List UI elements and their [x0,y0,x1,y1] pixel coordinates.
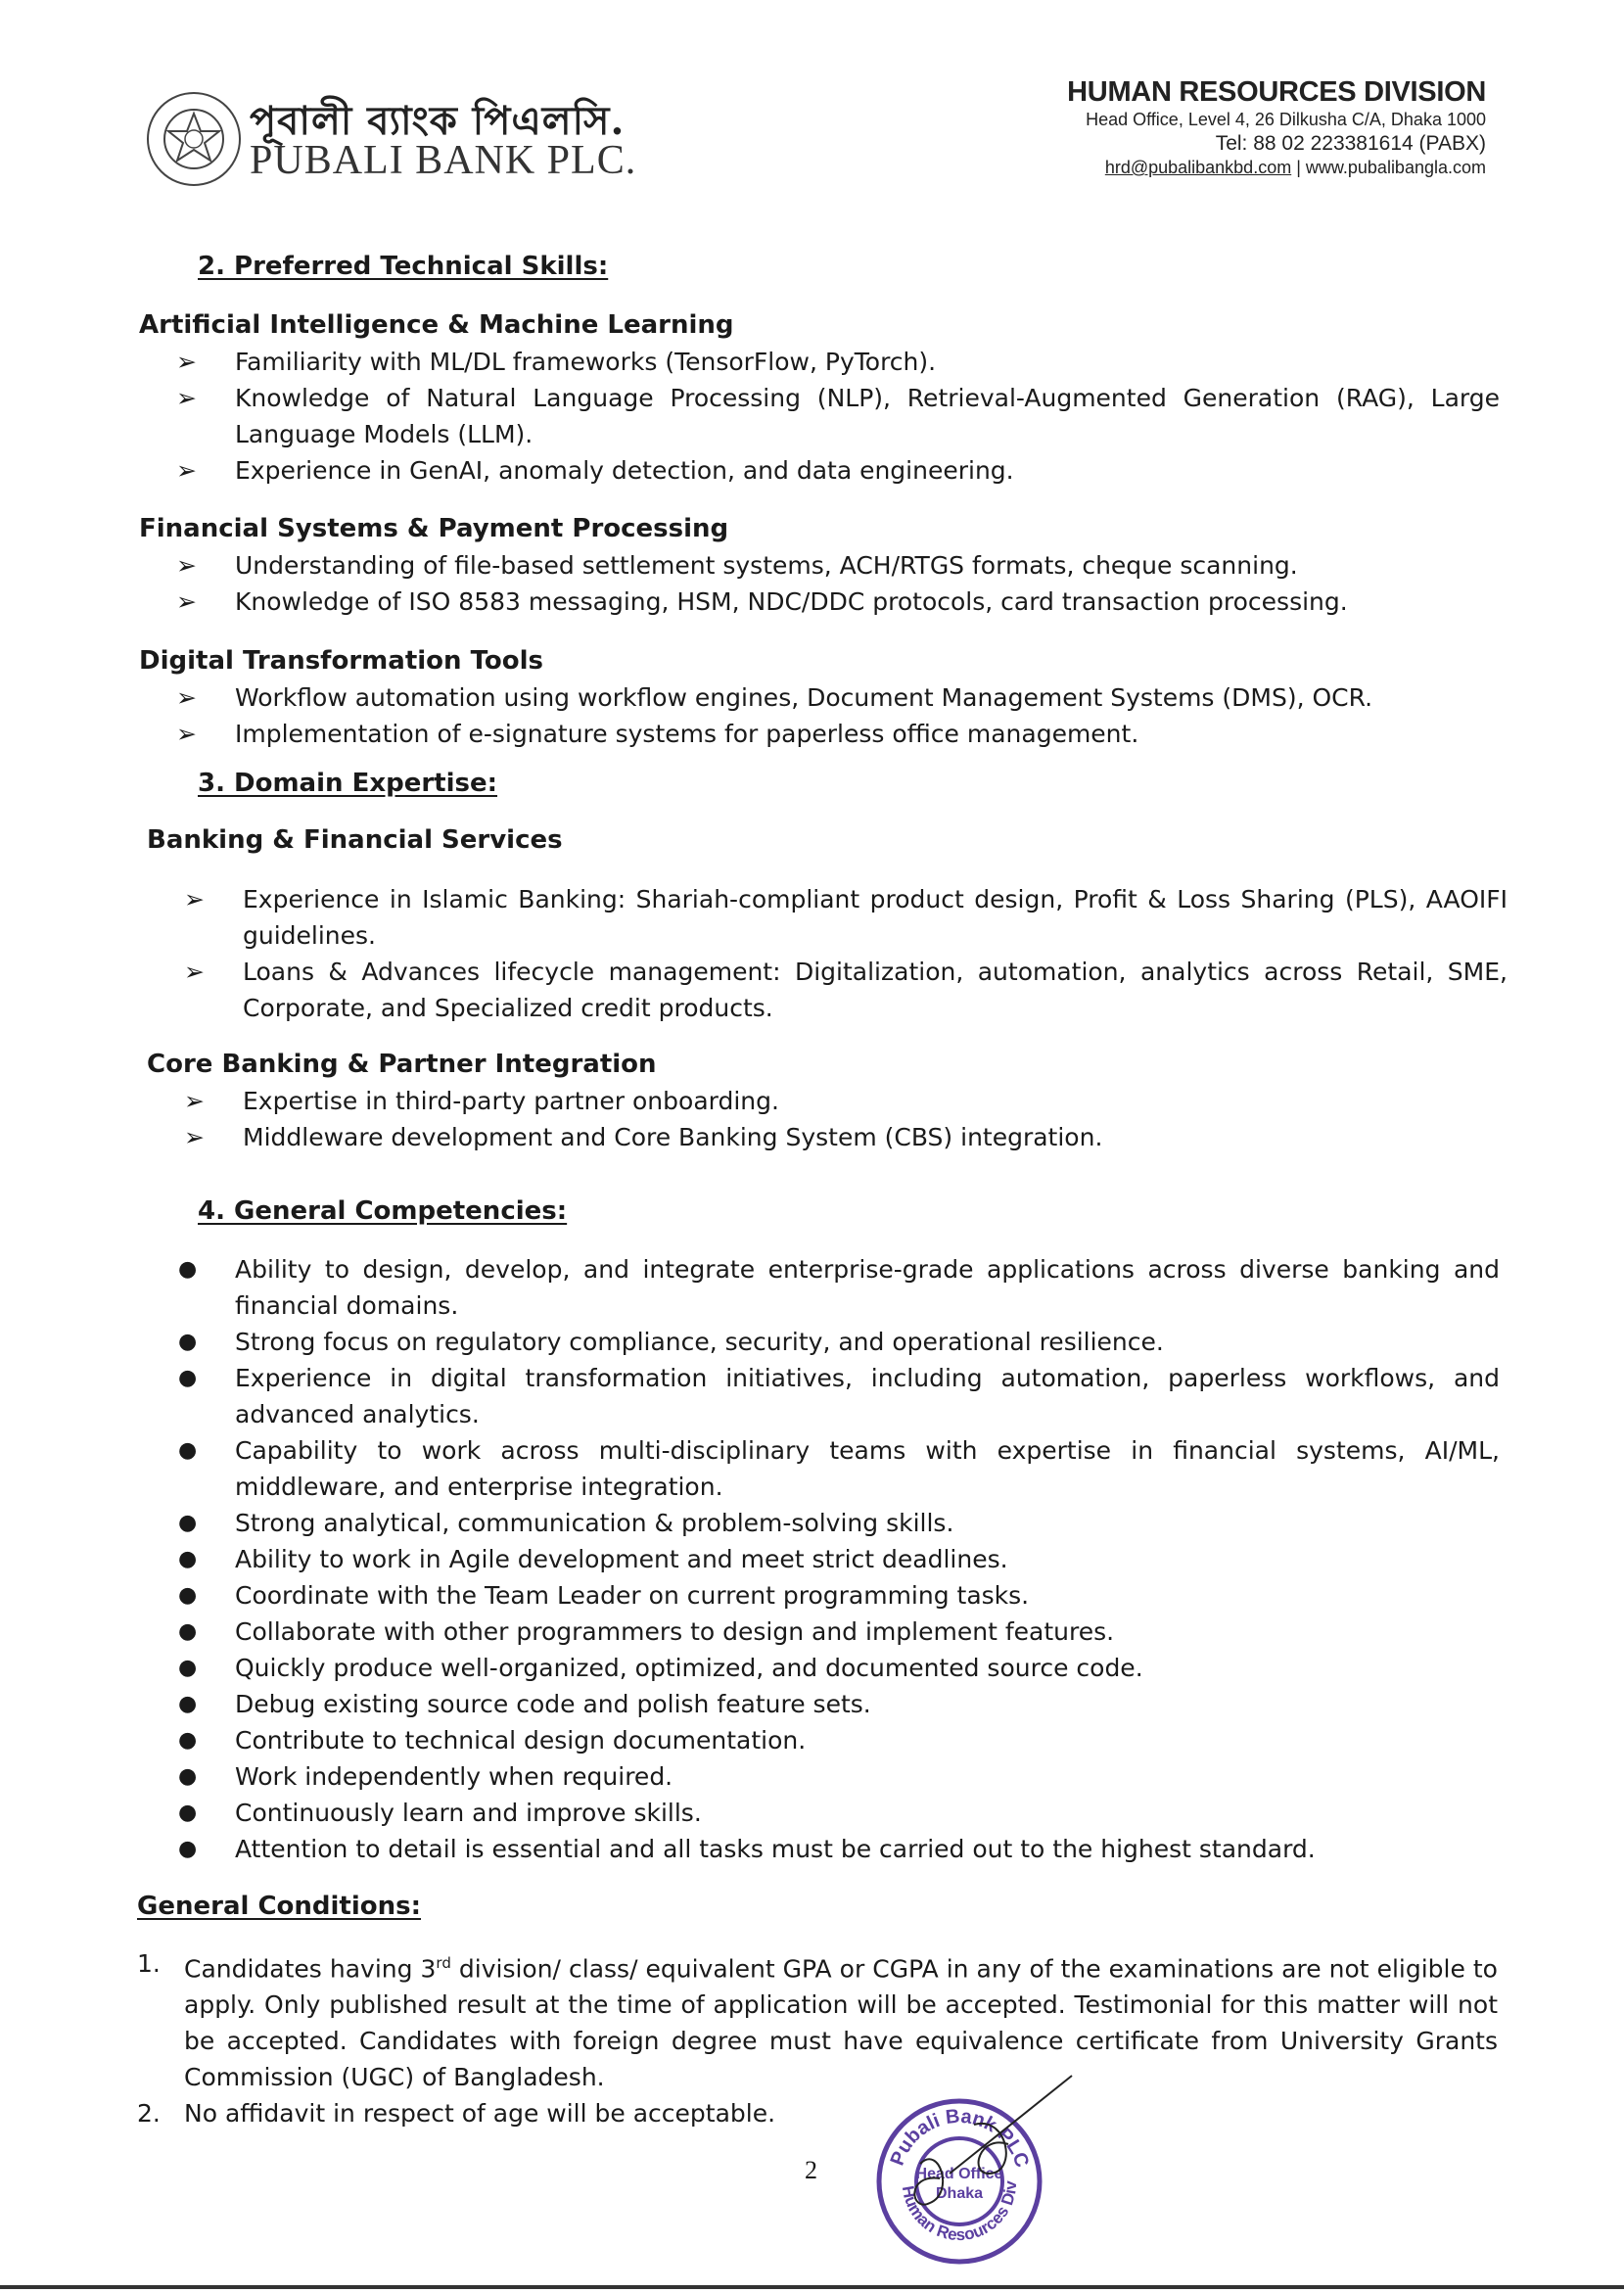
page-number: 2 [805,2156,817,2184]
arrow-bullet-icon: ➢ [176,456,197,485]
list-item [147,881,1508,954]
group-digital-transformation [139,643,1500,752]
list-item-text: Strong analytical, communication & problem-solving skills. [235,1509,954,1537]
list-item-text: Quickly produce well-organized, optimized, and documented source code. [235,1654,1143,1682]
list-item [139,547,1500,584]
list-item-text: Workflow automation using workflow engines, Document Management Systems (DMS), OCR. [235,683,1373,712]
list-item [139,1722,1500,1758]
list-item-text: Continuously learn and improve skills. [235,1799,702,1827]
list-item-text: Contribute to technical design documentation. [235,1726,807,1755]
group-ai-ml [139,307,1500,489]
svg-text:Pubali Bank PLC: Pubali Bank PLC [886,2105,1034,2171]
arrow-bullet-icon: ➢ [176,551,197,580]
list-item [139,584,1500,620]
arrow-bullet-icon: ➢ [176,587,197,616]
group-heading: Core Banking & Partner Integration [147,1050,657,1079]
bullet-icon: ● [178,1801,198,1825]
svg-text:Head Office: Head Office [915,2166,1003,2182]
arrow-bullet-icon: ➢ [184,885,205,913]
group-heading: Digital Transformation Tools [139,646,543,676]
list-item-text: Middleware development and Core Banking System (CBS) integration. [243,1123,1103,1151]
bullet-icon: ● [178,1764,198,1789]
list-item [139,1432,1500,1505]
list-item [147,1083,1508,1119]
list-item [139,1795,1500,1831]
section-title-domain-expertise: 3. Domain Expertise: [198,769,498,798]
general-conditions-list [137,1945,1498,2131]
list-item-text: Expertise in third-party partner onboarding. [243,1087,779,1115]
list-item [139,380,1500,452]
email-link[interactable]: hrd@pubalibankbd.com [1104,158,1292,177]
address: Head Office, Level 4, 26 Dilkusha C/A, Dhaka 1000 [1086,110,1486,129]
arrow-bullet-icon: ➢ [176,348,197,376]
division-title: HUMAN RESOURCES DIVISION [1067,76,1486,108]
svg-text:Human Resources Division: Human Resources Div [898,2179,1021,2245]
arrow-bullet-icon: ➢ [176,720,197,748]
section-title-technical-skills: 2. Preferred Technical Skills: [198,252,609,281]
list-item-text: Work independently when required. [235,1762,673,1791]
list-item [139,1758,1500,1795]
list-item-text: Experience in digital transformation initiatives, including automation, paperless workflows, and advanced analytics. [235,1364,1500,1428]
bullet-icon: ● [178,1511,198,1535]
list-item [139,452,1500,489]
list-item-text: Knowledge of Natural Language Processing (NLP), Retrieval-Augmented Generation (RAG), Large Language Models (LLM). [235,384,1500,448]
group-banking-financial [147,822,1508,1026]
bank-name-bangla: পূবালী ব্যাংক পিএলসি. [250,98,626,144]
list-item [139,1360,1500,1432]
bullet-icon: ● [178,1837,198,1861]
bullet-icon: ● [178,1728,198,1753]
list-item [139,1251,1500,1324]
list-item [139,1831,1500,1867]
list-item-text: Collaborate with other programmers to design and implement features. [235,1617,1115,1646]
list-item [139,1686,1500,1722]
website[interactable]: www.pubalibangla.com [1305,158,1486,177]
list-item [147,1119,1508,1155]
list-item [139,1541,1500,1577]
bank-logo-emblem [145,90,243,188]
list-item-text: Debug existing source code and polish feature sets. [235,1690,871,1718]
separator: | [1291,158,1306,177]
arrow-bullet-icon: ➢ [176,683,197,712]
list-item [139,1505,1500,1541]
arrow-bullet-icon: ➢ [184,958,205,986]
list-item-text: Experience in GenAI, anomaly detection, and data engineering. [235,456,1014,485]
division-contact-block [1067,76,1486,178]
list-item [139,1614,1500,1650]
official-stamp-with-signature [861,2066,1077,2281]
list-item-text: Familiarity with ML/DL frameworks (TensorFlow, PyTorch). [235,348,937,376]
telephone: Tel: 88 02 223381614 (PABX) [1215,132,1486,155]
list-item-text: Strong focus on regulatory compliance, security, and operational resilience. [235,1328,1164,1356]
section-title-general-competencies: 4. General Competencies: [198,1196,568,1226]
list-item-text: Capability to work across multi-disciplinary teams with expertise in financial systems, AI/ML, middleware, and enterprise integration. [235,1436,1500,1501]
list-item [139,1577,1500,1614]
list-item-text: Attention to detail is essential and all tasks must be carried out to the highest standard. [235,1835,1316,1863]
arrow-bullet-icon: ➢ [176,384,197,412]
general-conditions-title: General Conditions: [137,1892,422,1921]
competencies-list [139,1251,1500,1867]
bullet-icon: ● [178,1547,198,1571]
list-item-text: Ability to design, develop, and integrate enterprise-grade applications across diverse banking and financial domains. [235,1255,1500,1320]
condition-item: 1. Candidates having 3rd division/ class/ equivalent GPA or CGPA in any of the examinations are not eligible to apply. Only published result at the time of application will be accepted. Testimonial for this matter will not be accepted. Candidates with foreign degree must have equivalence certificate from University Grants Commission (UGC) of Bangladesh. [137,1949,1498,2092]
list-item [139,344,1500,380]
bullet-icon: ● [178,1619,198,1644]
bullet-icon: ● [178,1257,198,1282]
svg-text:Dhaka: Dhaka [935,2185,984,2202]
list-item-text: Knowledge of ISO 8583 messaging, HSM, NDC/DDC protocols, card transaction processing. [235,587,1348,616]
group-heading: Banking & Financial Services [147,825,563,855]
bank-name-english: PUBALI BANK PLC. [250,138,637,183]
footer-rule [0,2285,1624,2289]
list-item-text: Coordinate with the Team Leader on current programming tasks. [235,1581,1030,1610]
arrow-bullet-icon: ➢ [184,1087,205,1115]
group-core-banking [147,1047,1508,1155]
bullet-icon: ● [178,1330,198,1354]
list-item-text: Implementation of e-signature systems for paperless office management. [235,720,1139,748]
bullet-icon: ● [178,1692,198,1716]
list-item [139,1650,1500,1686]
bullet-icon: ● [178,1366,198,1390]
bullet-icon: ● [178,1438,198,1463]
list-item-text: Understanding of file-based settlement systems, ACH/RTGS formats, cheque scanning. [235,551,1298,580]
list-item-text: Ability to work in Agile development and meet strict deadlines. [235,1545,1008,1573]
list-item-text: Loans & Advances lifecycle management: Digitalization, automation, analytics across Retail, SME, Corporate, and Specialized credit products. [243,958,1508,1022]
condition-item: 2. No affidavit in respect of age will be acceptable. [137,2099,776,2129]
list-item [147,954,1508,1026]
bullet-icon: ● [178,1583,198,1608]
list-item-text: Experience in Islamic Banking: Shariah-compliant product design, Profit & Loss Sharing (PLS), AAOIFI guidelines. [243,885,1508,950]
group-financial-systems [139,511,1500,620]
group-heading: Financial Systems & Payment Processing [139,514,729,543]
group-heading: Artificial Intelligence & Machine Learning [139,310,734,340]
list-item [139,1324,1500,1360]
arrow-bullet-icon: ➢ [184,1123,205,1151]
bullet-icon: ● [178,1656,198,1680]
list-item [139,716,1500,752]
list-item [139,679,1500,716]
